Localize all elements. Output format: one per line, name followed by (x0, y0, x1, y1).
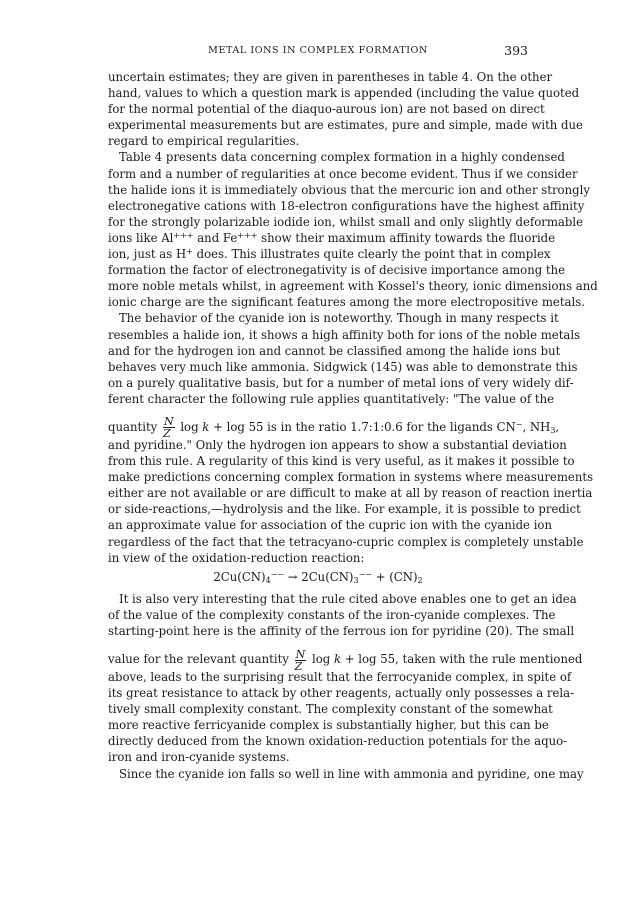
italic-variable: k (333, 652, 342, 666)
subscript: 2 (417, 575, 423, 585)
subscript: 3 (550, 425, 556, 435)
subscript: 4 (265, 575, 271, 585)
running-header (108, 45, 528, 61)
equation-segment: + (CN) (372, 569, 418, 584)
text-line: electronegative cations with 18-electron configurations have the highest affinity (108, 198, 585, 213)
text-line: hand, values to which a question mark is appended (including the value quoted (108, 86, 580, 101)
text-segment: show their maximum affinity towards the fluoride (257, 230, 556, 245)
text-line: in view of the oxidation-reduction reaction: (108, 550, 365, 565)
text-line: above, leads to the surprising result that the ferrocyanide complex, in spite of (108, 670, 572, 684)
text-line: either are not available or are difficult to make at all by reason of reaction inertia (108, 486, 593, 501)
subscript: 3 (353, 575, 359, 585)
text-line: ionic charge are the significant features among the more electropositive metals. (108, 295, 585, 310)
text-segment: value for the relevant quantity (108, 652, 289, 666)
text-line: for the strongly polarizable iodide ion, whilst small and only slightly deformable (108, 214, 584, 229)
body-text (108, 69, 598, 782)
text-line: regardless of the fact that the tetracyano-cupric complex is completely unstable (108, 534, 584, 549)
text-line: make predictions concerning complex formation in systems where measurements (108, 470, 594, 485)
text-line: its great resistance to attack by other reagents, actually only possesses a rela- (108, 686, 575, 701)
text-segment: ion, just as H (108, 247, 187, 262)
charge-superscript: − (515, 419, 523, 429)
text-segment: does. This illustrates quite clearly the point that in complex (192, 247, 551, 262)
fraction-numerator: N (163, 415, 174, 429)
text-line: ferent character the following rule applies quantitatively: "The value of the (108, 391, 555, 406)
text-line: behaves very much like ammonia. Sidgwick (145) was able to demonstrate this (108, 359, 578, 374)
charge-superscript: −− (358, 569, 372, 579)
fraction-denominator: Z (294, 659, 303, 673)
paragraph-start-line: Since the cyanide ion falls so well in line with ammonia and pyridine, one may (119, 766, 584, 781)
text-line: an approximate value for association of the cupric ion with the cyanide ion (108, 518, 552, 533)
text-line: from this rule. A regularity of this kind is very useful, as it makes it possible to (108, 454, 575, 469)
text-segment: , NH (522, 419, 551, 434)
charge-superscript: + (186, 247, 193, 257)
text-line: on a purely qualitative basis, but for a number of metal ions of very widely dif- (108, 375, 574, 390)
text-line: more reactive ferricyanide complex is substantially higher, but this can be (108, 718, 549, 733)
text-line: formation the factor of electronegativity is of decisive importance among the (108, 263, 566, 278)
text-segment: and Fe (193, 230, 238, 245)
equation-segment: → 2Cu(CN) (284, 569, 354, 584)
running-title: METAL IONS IN COMPLEX FORMATION (208, 45, 428, 56)
paragraph-start-line: It is also very interesting that the rule cited above enables one to get an idea (119, 591, 577, 606)
text-segment: ions like Al (108, 230, 174, 245)
text-segment: , (555, 419, 560, 434)
text-line: regard to empirical regularities. (108, 134, 300, 149)
text-segment: log (180, 419, 199, 434)
paragraph-start-line: The behavior of the cyanide ion is noteworthy. Though in many respects it (119, 311, 559, 326)
text-line: or side-reactions,—hydrolysis and the like. For example, it is possible to predict (108, 502, 581, 517)
text-line: tively small complexity constant. The complexity constant of the somewhat (108, 702, 553, 717)
text-line: iron and iron-cyanide systems. (108, 750, 290, 765)
text-line: directly deduced from the known oxidation-reduction potentials for the aquo- (108, 734, 568, 749)
text-segment: + log 55 is in the ratio 1.7:1:0.6 for the ligands CN (213, 419, 516, 434)
text-line (108, 246, 551, 262)
formula-line (108, 407, 560, 441)
italic-variable: k (202, 419, 210, 434)
charge-superscript: −− (270, 569, 285, 579)
charge-superscript: +++ (237, 230, 258, 240)
text-segment: log (311, 652, 331, 666)
text-line: and pyridine." Only the hydrogen ion appears to show a substantial deviation (108, 437, 567, 452)
page-number: 393 (504, 43, 528, 58)
text-line: and for the hydrogen ion and cannot be classified among the halide ions but (108, 343, 561, 358)
equation-segment: 2Cu(CN) (213, 569, 266, 584)
text-line: more noble metals whilst, in agreement with Kossel's theory, ionic dimensions and (108, 279, 598, 294)
reaction-equation (108, 569, 528, 587)
text-line: experimental measurements but are estimates, pure and simple, made with due (108, 118, 583, 133)
fraction-denominator: Z (162, 427, 171, 441)
text-segment: quantity (108, 419, 158, 434)
paragraph-start-line: Table 4 presents data concerning complex formation in a highly condensed (119, 150, 565, 165)
text-line: of the value of the complexity constants of the iron-cyanide complexes. The (108, 607, 556, 622)
fraction-numerator: N (295, 647, 306, 661)
text-line: uncertain estimates; they are given in parentheses in table 4. On the other (108, 70, 553, 84)
text-line: the halide ions it is immediately obvious that the mercuric ion and other strongly (108, 182, 590, 197)
formula-line (108, 639, 583, 673)
text-segment: + log 55, taken with the rule mentioned (344, 652, 583, 666)
charge-superscript: +++ (173, 230, 194, 240)
text-line: resembles a halide ion, it shows a high affinity both for ions of the noble metals (108, 327, 581, 342)
text-line (108, 230, 556, 246)
text-line: starting-point here is the affinity of the ferrous ion for pyridine (20). The small (108, 623, 575, 638)
text-line: form and a number of regularities at once become evident. Thus if we consider (108, 166, 578, 181)
text-line: for the normal potential of the diaquo-aurous ion) are not based on direct (108, 102, 545, 117)
